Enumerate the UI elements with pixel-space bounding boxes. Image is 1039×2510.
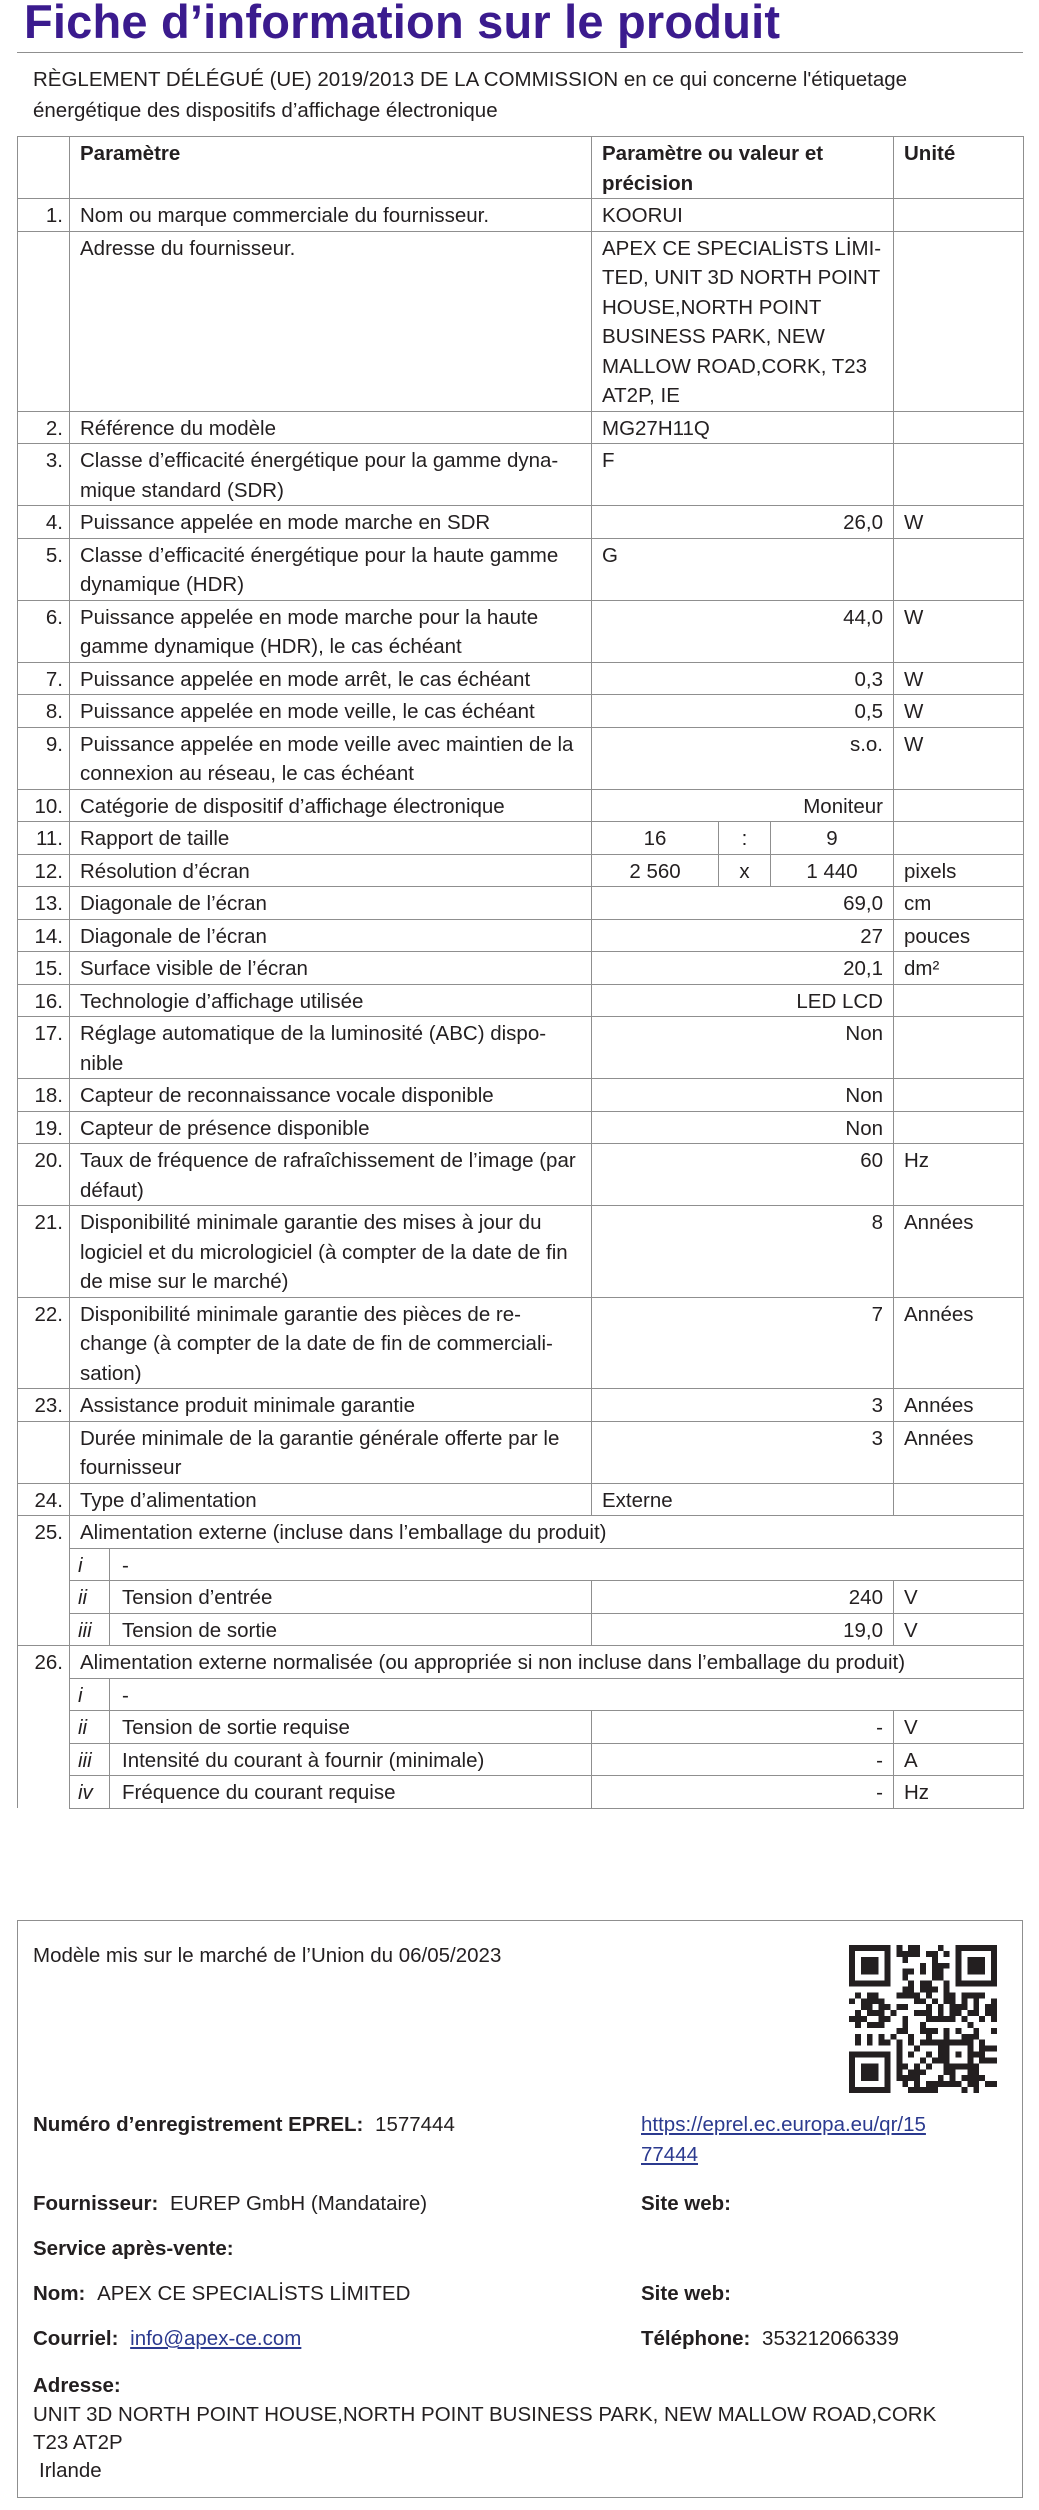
- phone-value: 353212066339: [762, 2327, 899, 2350]
- phone-label: Téléphone:: [641, 2327, 751, 2350]
- row-value: 44,0: [592, 600, 894, 662]
- row-number: 26.: [18, 1646, 70, 1809]
- row-value: G: [592, 538, 894, 600]
- supply-item-value: -: [592, 1743, 894, 1776]
- table-row: [18, 1206, 1024, 1298]
- eprel-label: Numéro d’enregistrement EPREL:: [33, 2113, 364, 2136]
- row-number: 8.: [18, 695, 70, 728]
- supply-title: Alimentation externe (incluse dans l’emballage du produit): [70, 1516, 1024, 1549]
- supply-item-row: [18, 1776, 1024, 1809]
- supplier-website-label: Site web:: [641, 2192, 731, 2215]
- supply-item-label: [70, 1613, 592, 1646]
- eprel-row: [33, 2110, 455, 2140]
- table-row: [18, 1389, 1024, 1422]
- supply-item-text: Tension de sortie requise: [122, 1716, 350, 1739]
- row-number: 20.: [18, 1144, 70, 1206]
- row-number: 17.: [18, 1017, 70, 1079]
- row-number: 14.: [18, 919, 70, 952]
- supply-item-value: -: [592, 1776, 894, 1809]
- table-row: [18, 231, 1024, 411]
- row-unit: Hz: [894, 1144, 1024, 1206]
- row-value: 69,0: [592, 887, 894, 920]
- table-row: [18, 662, 1024, 695]
- row-unit: pouces: [894, 919, 1024, 952]
- row-value-separator: :: [719, 822, 771, 855]
- supply-item-text: Intensité du courant à fournir (minimale): [122, 1748, 485, 1772]
- table-row: [18, 727, 1024, 789]
- row-parameter: Classe d’efficacité énergétique pour la gamme dyna-mique standard (SDR): [70, 444, 592, 506]
- table-row: [18, 1297, 1024, 1389]
- row-value: 3: [592, 1421, 894, 1483]
- table-row: [18, 600, 1024, 662]
- row-number: 18.: [18, 1079, 70, 1112]
- supply-item-text: Tension de sortie: [122, 1618, 277, 1642]
- row-unit: pixels: [894, 854, 1024, 887]
- table-row: [18, 1144, 1024, 1206]
- row-parameter: Adresse du fournisseur.: [70, 231, 592, 411]
- table-row: [18, 984, 1024, 1017]
- supply-item-unit: V: [894, 1711, 1024, 1744]
- row-value: 60: [592, 1144, 894, 1206]
- address-line-2: T23 AT2P: [33, 2431, 123, 2454]
- row-number: 23.: [18, 1389, 70, 1422]
- supplier-value: EUREP GmbH (Mandataire): [170, 2192, 428, 2215]
- row-unit: W: [894, 662, 1024, 695]
- supply-item-value: 240: [592, 1581, 894, 1614]
- row-unit: cm: [894, 887, 1024, 920]
- row-parameter: Disponibilité minimale garantie des mises à jour du logiciel et du micrologiciel (à compter de la date de fin de mise sur le marché): [70, 1206, 592, 1298]
- supplier-row: [33, 2189, 427, 2219]
- eprel-number: 1577444: [375, 2113, 455, 2136]
- supply-item-unit: V: [894, 1613, 1024, 1646]
- row-parameter: Capteur de présence disponible: [70, 1111, 592, 1144]
- table-header-row: [18, 137, 1024, 199]
- row-unit: W: [894, 600, 1024, 662]
- service-name-row: [33, 2279, 410, 2309]
- table-row: [18, 538, 1024, 600]
- row-unit: [894, 822, 1024, 855]
- regulation-text: RÈGLEMENT DÉLÉGUÉ (UE) 2019/2013 DE LA COMMISSION en ce qui concerne l'étiquetage énergétique des dispositifs d’affichage électronique: [33, 68, 908, 122]
- row-number: 15.: [18, 952, 70, 985]
- supply-item-index: ii: [70, 1711, 110, 1743]
- supply-title-row: [18, 1516, 1024, 1549]
- row-number: 5.: [18, 538, 70, 600]
- supply-item-text: Fréquence du courant requise: [122, 1781, 396, 1804]
- supply-item-text: -: [122, 1553, 129, 1577]
- row-value: Externe: [592, 1483, 894, 1516]
- row-value-b: 9: [771, 822, 894, 855]
- table-row: [18, 952, 1024, 985]
- email-label: Courriel:: [33, 2327, 119, 2350]
- row-parameter: Durée minimale de la garantie générale offerte par le fournisseur: [70, 1421, 592, 1483]
- row-unit: Années: [894, 1297, 1024, 1389]
- supply-item-index: iv: [70, 1776, 110, 1808]
- row-unit: [894, 199, 1024, 232]
- row-unit: W: [894, 695, 1024, 728]
- table-row: [18, 1421, 1024, 1483]
- table-row: [18, 444, 1024, 506]
- supply-item-index: i: [70, 1549, 110, 1581]
- table-row: [18, 822, 1024, 855]
- row-parameter: Puissance appelée en mode marche en SDR: [70, 506, 592, 539]
- row-number: [18, 1421, 70, 1483]
- row-number: 21.: [18, 1206, 70, 1298]
- row-parameter: Diagonale de l’écran: [70, 887, 592, 920]
- table-row: [18, 1483, 1024, 1516]
- address-line-3: Irlande: [39, 2459, 102, 2482]
- row-number: 24.: [18, 1483, 70, 1516]
- supplier-label: Fournisseur:: [33, 2192, 159, 2215]
- row-parameter: Puissance appelée en mode veille, le cas échéant: [70, 695, 592, 728]
- row-unit: dm²: [894, 952, 1024, 985]
- row-parameter: Surface visible de l’écran: [70, 952, 592, 985]
- supply-item-label: [70, 1711, 592, 1744]
- supply-title-row: [18, 1646, 1024, 1679]
- supply-item-row: [18, 1613, 1024, 1646]
- row-parameter: Disponibilité minimale garantie des pièces de re-change (à compter de la date de fin de commerciali-sation): [70, 1297, 592, 1389]
- row-number: 22.: [18, 1297, 70, 1389]
- supply-item-row: [18, 1711, 1024, 1744]
- supply-item-label: [70, 1678, 1024, 1711]
- row-value: 7: [592, 1297, 894, 1389]
- row-value: 20,1: [592, 952, 894, 985]
- supply-item-value: 19,0: [592, 1613, 894, 1646]
- row-parameter: Diagonale de l’écran: [70, 919, 592, 952]
- supply-item-text: -: [122, 1683, 129, 1707]
- row-number: 16.: [18, 984, 70, 1017]
- service-website-label: Site web:: [641, 2282, 731, 2305]
- row-parameter: Référence du modèle: [70, 411, 592, 444]
- supply-item-label: [70, 1743, 592, 1776]
- row-number: 2.: [18, 411, 70, 444]
- row-value: 8: [592, 1206, 894, 1298]
- email-link[interactable]: info@apex-ce.com: [130, 2327, 302, 2350]
- row-number: 11.: [18, 822, 70, 855]
- supply-item-row: [18, 1743, 1024, 1776]
- row-value: 0,5: [592, 695, 894, 728]
- header-parameter: Paramètre: [70, 137, 592, 199]
- row-number: 3.: [18, 444, 70, 506]
- page-title: Fiche d’information sur le produit: [24, 0, 781, 48]
- supply-title: Alimentation externe normalisée (ou appropriée si non incluse dans l’emballage du produit): [70, 1646, 1024, 1679]
- table-row: [18, 854, 1024, 887]
- supply-item-text: Tension d’entrée: [122, 1586, 273, 1609]
- row-value: KOORUI: [592, 199, 894, 232]
- row-unit: [894, 231, 1024, 411]
- row-unit: [894, 538, 1024, 600]
- row-value: MG27H11Q: [592, 411, 894, 444]
- row-value-separator: x: [719, 854, 771, 887]
- row-value: F: [592, 444, 894, 506]
- supply-item-row: [18, 1548, 1024, 1581]
- row-parameter: Assistance produit minimale garantie: [70, 1389, 592, 1422]
- table-row: [18, 411, 1024, 444]
- table-row: [18, 1079, 1024, 1112]
- eprel-link-line-2[interactable]: 77444: [641, 2143, 699, 2166]
- row-unit: [894, 984, 1024, 1017]
- supply-item-index: i: [70, 1679, 110, 1711]
- row-parameter: Capteur de reconnaissance vocale disponible: [70, 1079, 592, 1112]
- supply-item-unit: Hz: [894, 1776, 1024, 1809]
- row-number: 1.: [18, 199, 70, 232]
- row-unit: [894, 444, 1024, 506]
- row-unit: Années: [894, 1206, 1024, 1298]
- row-value-a: 16: [592, 822, 719, 855]
- parameters-table: [17, 136, 1024, 1809]
- row-value: 27: [592, 919, 894, 952]
- supply-item-unit: V: [894, 1581, 1024, 1614]
- table-row: [18, 1111, 1024, 1144]
- row-unit: W: [894, 506, 1024, 539]
- table-row: [18, 695, 1024, 728]
- service-label: Service après-vente:: [33, 2237, 234, 2260]
- row-unit: [894, 1111, 1024, 1144]
- supply-item-index: iii: [70, 1744, 110, 1776]
- row-number: 19.: [18, 1111, 70, 1144]
- row-value: Non: [592, 1079, 894, 1112]
- row-value: LED LCD: [592, 984, 894, 1017]
- row-value: s.o.: [592, 727, 894, 789]
- eprel-link-line-1[interactable]: https://eprel.ec.europa.eu/qr/15: [641, 2113, 926, 2136]
- supply-item-label: [70, 1776, 592, 1809]
- table-row: [18, 199, 1024, 232]
- row-number: 9.: [18, 727, 70, 789]
- supply-item-unit: A: [894, 1743, 1024, 1776]
- table-row: [18, 919, 1024, 952]
- phone-row: [641, 2324, 899, 2354]
- table-row: [18, 887, 1024, 920]
- row-value: Non: [592, 1017, 894, 1079]
- row-parameter: Catégorie de dispositif d’affichage électronique: [70, 789, 592, 822]
- address-line-1: UNIT 3D NORTH POINT HOUSE,NORTH POINT BUSINESS PARK, NEW MALLOW ROAD,CORK: [33, 2403, 937, 2426]
- supply-item-row: [18, 1581, 1024, 1614]
- supply-item-label: [70, 1581, 592, 1614]
- name-label: Nom:: [33, 2282, 86, 2305]
- row-parameter: Classe d’efficacité énergétique pour la haute gamme dynamique (HDR): [70, 538, 592, 600]
- row-unit: Années: [894, 1389, 1024, 1422]
- row-value: 3: [592, 1389, 894, 1422]
- email-row: [33, 2324, 301, 2354]
- row-number: 10.: [18, 789, 70, 822]
- divider: [17, 52, 1023, 53]
- row-parameter: Taux de fréquence de rafraîchissement de l’image (par défaut): [70, 1144, 592, 1206]
- row-number: 7.: [18, 662, 70, 695]
- row-value-b: 1 440: [771, 854, 894, 887]
- row-value-a: 2 560: [592, 854, 719, 887]
- row-parameter: Technologie d’affichage utilisée: [70, 984, 592, 1017]
- row-number: 13.: [18, 887, 70, 920]
- supply-item-value: -: [592, 1711, 894, 1744]
- row-parameter: Résolution d’écran: [70, 854, 592, 887]
- row-parameter: Puissance appelée en mode arrêt, le cas échéant: [70, 662, 592, 695]
- row-parameter: Rapport de taille: [70, 822, 592, 855]
- supply-item-index: iii: [70, 1614, 110, 1646]
- qr-code-icon: [849, 1945, 997, 2093]
- row-unit: [894, 1483, 1024, 1516]
- supply-item-label: [70, 1548, 1024, 1581]
- row-value: Non: [592, 1111, 894, 1144]
- row-parameter: Réglage automatique de la luminosité (ABC) dispo-nible: [70, 1017, 592, 1079]
- row-number: 6.: [18, 600, 70, 662]
- row-number: 4.: [18, 506, 70, 539]
- table-row: [18, 506, 1024, 539]
- row-value: 0,3: [592, 662, 894, 695]
- row-value: 26,0: [592, 506, 894, 539]
- header-value: Paramètre ou valeur et précision: [592, 137, 894, 199]
- row-unit: Années: [894, 1421, 1024, 1483]
- row-number: [18, 231, 70, 411]
- name-value: APEX CE SPECIALİSTS LİMITED: [97, 2282, 411, 2305]
- header-unit: Unité: [894, 137, 1024, 199]
- placed-on-market-text: Modèle mis sur le marché de l’Union du 06/05/2023: [33, 1944, 502, 1967]
- row-unit: [894, 789, 1024, 822]
- row-parameter: Nom ou marque commerciale du fournisseur.: [70, 199, 592, 232]
- table-row: [18, 1017, 1024, 1079]
- row-number: 12.: [18, 854, 70, 887]
- row-unit: [894, 1017, 1024, 1079]
- row-unit: [894, 411, 1024, 444]
- row-parameter: Type d’alimentation: [70, 1483, 592, 1516]
- supply-item-index: ii: [70, 1581, 110, 1613]
- row-number: 25.: [18, 1516, 70, 1646]
- row-value: Moniteur: [592, 789, 894, 822]
- eprel-link[interactable]: [641, 2110, 926, 2170]
- address-label: Adresse:: [33, 2374, 121, 2397]
- row-parameter: Puissance appelée en mode marche pour la haute gamme dynamique (HDR), le cas échéant: [70, 600, 592, 662]
- row-value: APEX CE SPECIALİSTS LİMI-TED, UNIT 3D NORTH POINT HOUSE,NORTH POINT BUSINESS PARK, NEW MALLOW ROAD,CORK, T23 AT2P, IE: [592, 231, 894, 411]
- row-parameter: Puissance appelée en mode veille avec maintien de la connexion au réseau, le cas échéant: [70, 727, 592, 789]
- supply-item-row: [18, 1678, 1024, 1711]
- row-unit: W: [894, 727, 1024, 789]
- row-unit: [894, 1079, 1024, 1112]
- header-number-cell: [18, 137, 70, 199]
- table-row: [18, 789, 1024, 822]
